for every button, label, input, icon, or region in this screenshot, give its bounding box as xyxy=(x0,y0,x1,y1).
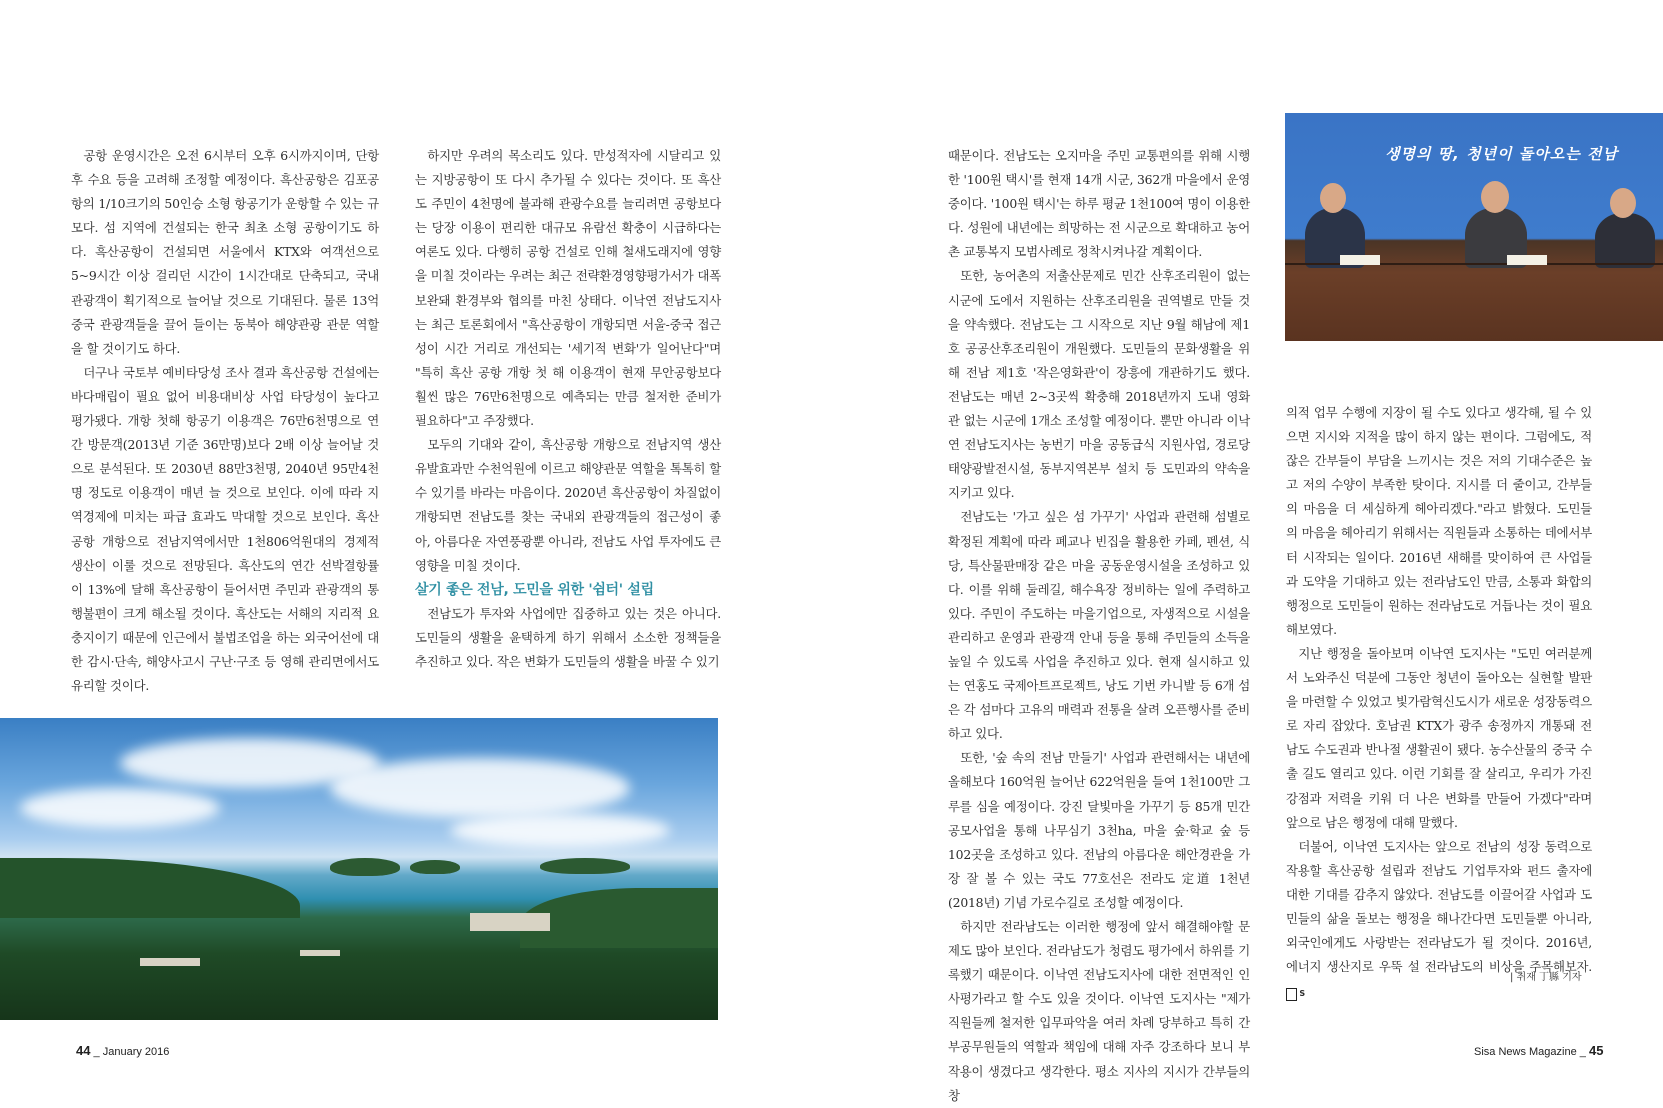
nameplate xyxy=(1507,255,1547,265)
right-page-footer xyxy=(1474,1043,1603,1058)
footer-separator: _ xyxy=(1579,1046,1589,1058)
harbor-village xyxy=(140,958,200,966)
paragraph: 모두의 기대와 같이, 흑산공항 개항으로 전남지역 생산유발효과만 수천억원에 이르고 해양관문 역할을 톡톡히 할 수 있기를 바라는 마음이다. 2020년 흑산공항이 차질없이 개항되면 전남도를 찾는 국내외 관광객들의 접근성이 좋아, 아름다운 자연풍광뿐 아니라, 전남도 사업 투자에도 큰 영향을 미칠 것이다. xyxy=(415,437,721,573)
island xyxy=(540,858,630,874)
headland xyxy=(0,858,300,918)
paragraph: 또한, 농어촌의 저출산문제로 민간 산후조리원이 없는 시군에 도에서 지원하는 산후조리원을 권역별로 만들 것을 약속했다. 전남도는 그 시작으로 지난 9월 해남에 제1호 공공산후조리원이 개원했다. 도민들의 문화생활을 위해 전남 제1호 '작은영화관'이 장흥에 개관하기도 했다. 전남도는 매년 2~3곳씩 확충해 2018년까지 도내 영화관 없는 시군에 1개소 조성할 예정이다. 뿐만 아니라 이낙연 전남도지사는 농번기 마을 공동급식 지원사업, 경로당 태양광발전시설, 동부지역본부 설치 등 도민과의 약속을 지키고 있다. xyxy=(948,268,1250,501)
person-head xyxy=(1320,183,1346,213)
paragraph: 공항 운영시간은 오전 6시부터 오후 6시까지이며, 단항 후 수요 등을 고려해 조정할 예정이다. 흑산공항은 김포공항의 1/10크기의 50인승 소형 항공기가 운항할 수 있는 규모다. 섬 지역에 건설되는 한국 최초 소형 공항이기도 하다. 흑산공항이 건설되면 서울에서 KTX와 여객선으로 5~9시간 이상 걸리던 시간이 1시간대로 단축되고, 국내 관광객이 획기적으로 늘어날 것으로 기대된다. 물론 13억 중국 관광객들을 끌어 들이는 동북아 해양관광 관문 역할을 할 것이기도 하다. xyxy=(71,148,379,356)
banner-slogan: 생명의 땅, 청년이 돌아오는 전남 xyxy=(1385,145,1618,163)
harbor-village xyxy=(470,913,550,931)
left-page-column-2 xyxy=(415,144,721,674)
cloud xyxy=(450,813,670,848)
island xyxy=(330,858,400,876)
paragraph: 때문이다. 전남도는 오지마을 주민 교통편의를 위해 시행한 '100원 택시'를 현재 14개 시군, 362개 마을에서 운영 중이다. '100원 택시'는 하루 평균 1천100여 명이 이용한다. 성원에 내년에는 희망하는 전 시군으로 확대하고 농어촌 교통복지 모범사례로 정착시켜나갈 계획이다. xyxy=(948,148,1250,260)
reporter-byline: | 취재 丁縣 기자 xyxy=(1510,972,1582,983)
paragraph: 전남도가 투자와 사업에만 집중하고 있는 것은 아니다. 도민들의 생활을 윤택하게 하기 위해서 소소한 정책들을 추진하고 있다. 작은 변화가 도민들의 생활을 바꿀 수 있기 xyxy=(415,605,721,669)
nameplate xyxy=(1340,255,1380,265)
meeting-photo xyxy=(1285,113,1663,341)
person xyxy=(1595,213,1655,268)
cloud xyxy=(330,758,630,818)
paragraph: 하지만 우려의 목소리도 있다. 만성적자에 시달리고 있는 지방공항이 또 다시 추가될 수 있다는 것이다. 또 흑산도 주민이 4천명에 불과해 관광수요를 늘리려면 공항보다는 당장 이용이 편리한 대규모 유람선 확충이 시급하다는 여론도 있다. 다행히 공항 건설로 인해 철새도래지에 영향을 미칠 것이라는 우려는 최근 전략환경영향평가서가 대폭 보완돼 환경부와 협의를 마친 상태다. 이낙연 전남도지사는 최근 토론회에서 "흑산공항이 개항되면 서울-중국 접근성이 시간 거리로 개선되는 '세기적 변화'가 일어난다"며 "특히 흑산 공항 개항 첫 해 이용객이 현재 무안공항보다 훨씬 많은 76만6천명으로 예측되는 만큼 철저한 준비가 필요하다"고 주장했다. xyxy=(415,148,721,429)
left-page-footer xyxy=(76,1043,169,1058)
paragraph-text: 더불어, 이낙연 도지사는 앞으로 전남의 성장 동력으로 작용할 흑산공항 설립과 전남도 기업투자와 펀드 출자에 대한 기대를 감추지 않았다. 전남도를 이끌어갈 사업과 도민들의 삶을 돌보는 행정을 해나간다면 도민들뿐 아니라, 외국인에게도 사랑받는 전라남도가 될 것이다. 2016년, 에너지 생산지로 우뚝 설 전라남도의 비상을 주목해보자. xyxy=(1286,838,1592,975)
island-photo xyxy=(0,718,718,1020)
paragraph: 의적 업무 수행에 지장이 될 수도 있다고 생각해, 될 수 있으면 지시와 지적을 많이 하지 않는 편이다. 그럼에도, 적잖은 간부들이 부담을 느끼시는 것은 저의 기대수준은 높고 저의 수양이 부족한 탓이다. 지시를 더 줄이고, 간부들의 마음을 더 세심하게 헤아리겠다."라고 밝혔다. 도민들의 마음을 헤아리기 위해서는 직원들과 소통하는 데에서부터 시작되는 일이다. 2016년 새해를 맞이하여 큰 사업들과 도약을 기대하고 있는 전라남도인 만큼, 소통과 화합의 행정으로 도민들이 원하는 전라남도로 거듭나는 것이 필요해보였다. xyxy=(1286,405,1592,637)
page-number: 45 xyxy=(1588,1043,1604,1058)
cloud xyxy=(20,788,220,828)
magazine-name: Sisa News Magazine xyxy=(1474,1046,1577,1058)
harbor-village xyxy=(300,950,340,956)
person-head xyxy=(1481,181,1509,213)
paragraph: 더구나 국토부 예비타당성 조사 결과 흑산공항 건설에는 바다매립이 필요 없어 비용대비상 사업 타당성이 높다고 평가됐다. 개항 첫해 항공기 이용객은 76만6천명으로 연간 방문객(2013년 기준 36만명)보다 2배 이상 늘어날 것으로 분석된다. 또 2030년 88만3천명, 2040년 95만4천명 정도로 이용객이 매년 늘 것으로 보인다. 이에 따라 지역경제에 미치는 파급 효과도 막대할 것으로 보인다. 흑산공항 개항으로 전남지역에서만 1천806억원대의 경제적 생산이 이룰 것으로 전망된다. 흑산도의 연간 선박결항률이 13%에 달해 흑산공항이 들어서면 주민과 관광객의 통행불편이 크게 해소될 것이다. 흑산도는 서해의 지리적 요충지이기 때문에 인근에서 불법조업을 하는 외국어선에 대한 감시·단속, 해양사고시 구난·구조 등 영해 관리면에서도 유리할 것이다. xyxy=(71,364,379,694)
paragraph: 또한, '숲 속의 전남 만들기' 사업과 관련해서는 내년에 올해보다 160억원 늘어난 622억원을 들여 1천100만 그루를 심을 예정이다. 강진 달빛마을 가꾸기 등 85개 민간 공모사업을 통해 나무심기 3천ha, 마을 숲·학교 숲 등 102곳을 조성하고 있다. 전남의 아름다운 해안경관을 가장 잘 볼 수 있는 국도 77호선은 전라도 定道 1천년(2018년) 기념 가로수길로 조성할 예정이다. xyxy=(948,750,1250,910)
paragraph: 전남도는 '가고 싶은 섬 가꾸기' 사업과 관련해 섬별로 확정된 계획에 따라 폐교나 빈집을 활용한 카페, 펜션, 식당, 특산물판매장 같은 마을 공동운영시설을 조성하고 있다. 이를 위해 둘레길, 해수욕장 정비하는 일에 주력하고 있다. 주민이 주도하는 마을기업으로, 자생적으로 시설을 관리하고 운영과 관광객 안내 등을 통해 주민들의 소득을 높일 수 있도록 사업을 추진하고 있다. 현재 실시하고 있는 연홍도 국제아트프로젝트, 낭도 기번 카니발 등 6개 섬은 각 섬마다 고유의 매력과 전통을 살려 오픈행사를 준비하고 있다. xyxy=(948,509,1250,742)
issue-date: January 2016 xyxy=(102,1046,170,1058)
person-head xyxy=(1610,188,1636,218)
island xyxy=(410,860,460,874)
paragraph: 지난 행정을 돌아보며 이낙연 도지사는 "도민 여러분께서 노와주신 덕분에 그동안 청년이 돌아오는 실현할 발판을 마련할 수 있었고 빛가람혁신도시가 새로운 성장동력으로 자리 잡았다. 호남권 KTX가 광주 송정까지 개통돼 전남도 수도권과 반나절 생활권이 됐다. 농수산물의 중국 수출 길도 열리고 있다. 이런 기회를 잘 살리고, 우리가 가진 강점과 저력을 키워 더 나은 변화를 만들어 가겠다"라며 앞으로 남은 행정에 대해 말했다. xyxy=(1286,645,1592,830)
paragraph: 하지만 전라남도는 이러한 행정에 앞서 해결해야할 문제도 많아 보인다. 전라남도가 청렴도 평가에서 하위를 기록했기 때문이다. 이낙연 전남도지사에 대한 전면적인 인사평가라고 할 수도 있을 것이다. 이낙연 도지사는 "제가 직원들께 철저한 입무파악을 여러 차례 당부하고 특히 간부공무원들의 역할과 책임에 대해 자주 강조하다 보니 부작용이 생겼다고 생각한다. 평소 지사의 지시가 간부들의 창 xyxy=(948,919,1250,1103)
right-page-column-1 xyxy=(948,144,1250,1108)
footer-separator: _ xyxy=(93,1046,103,1058)
page-number: 44 xyxy=(76,1043,91,1058)
left-page-column-1 xyxy=(71,144,379,698)
end-of-article-icon: S xyxy=(1286,988,1297,1001)
section-subheading: 살기 좋은 전남, 도민을 위한 '쉼터' 설립 xyxy=(415,581,654,598)
right-page-column-2 xyxy=(1286,401,1592,1003)
